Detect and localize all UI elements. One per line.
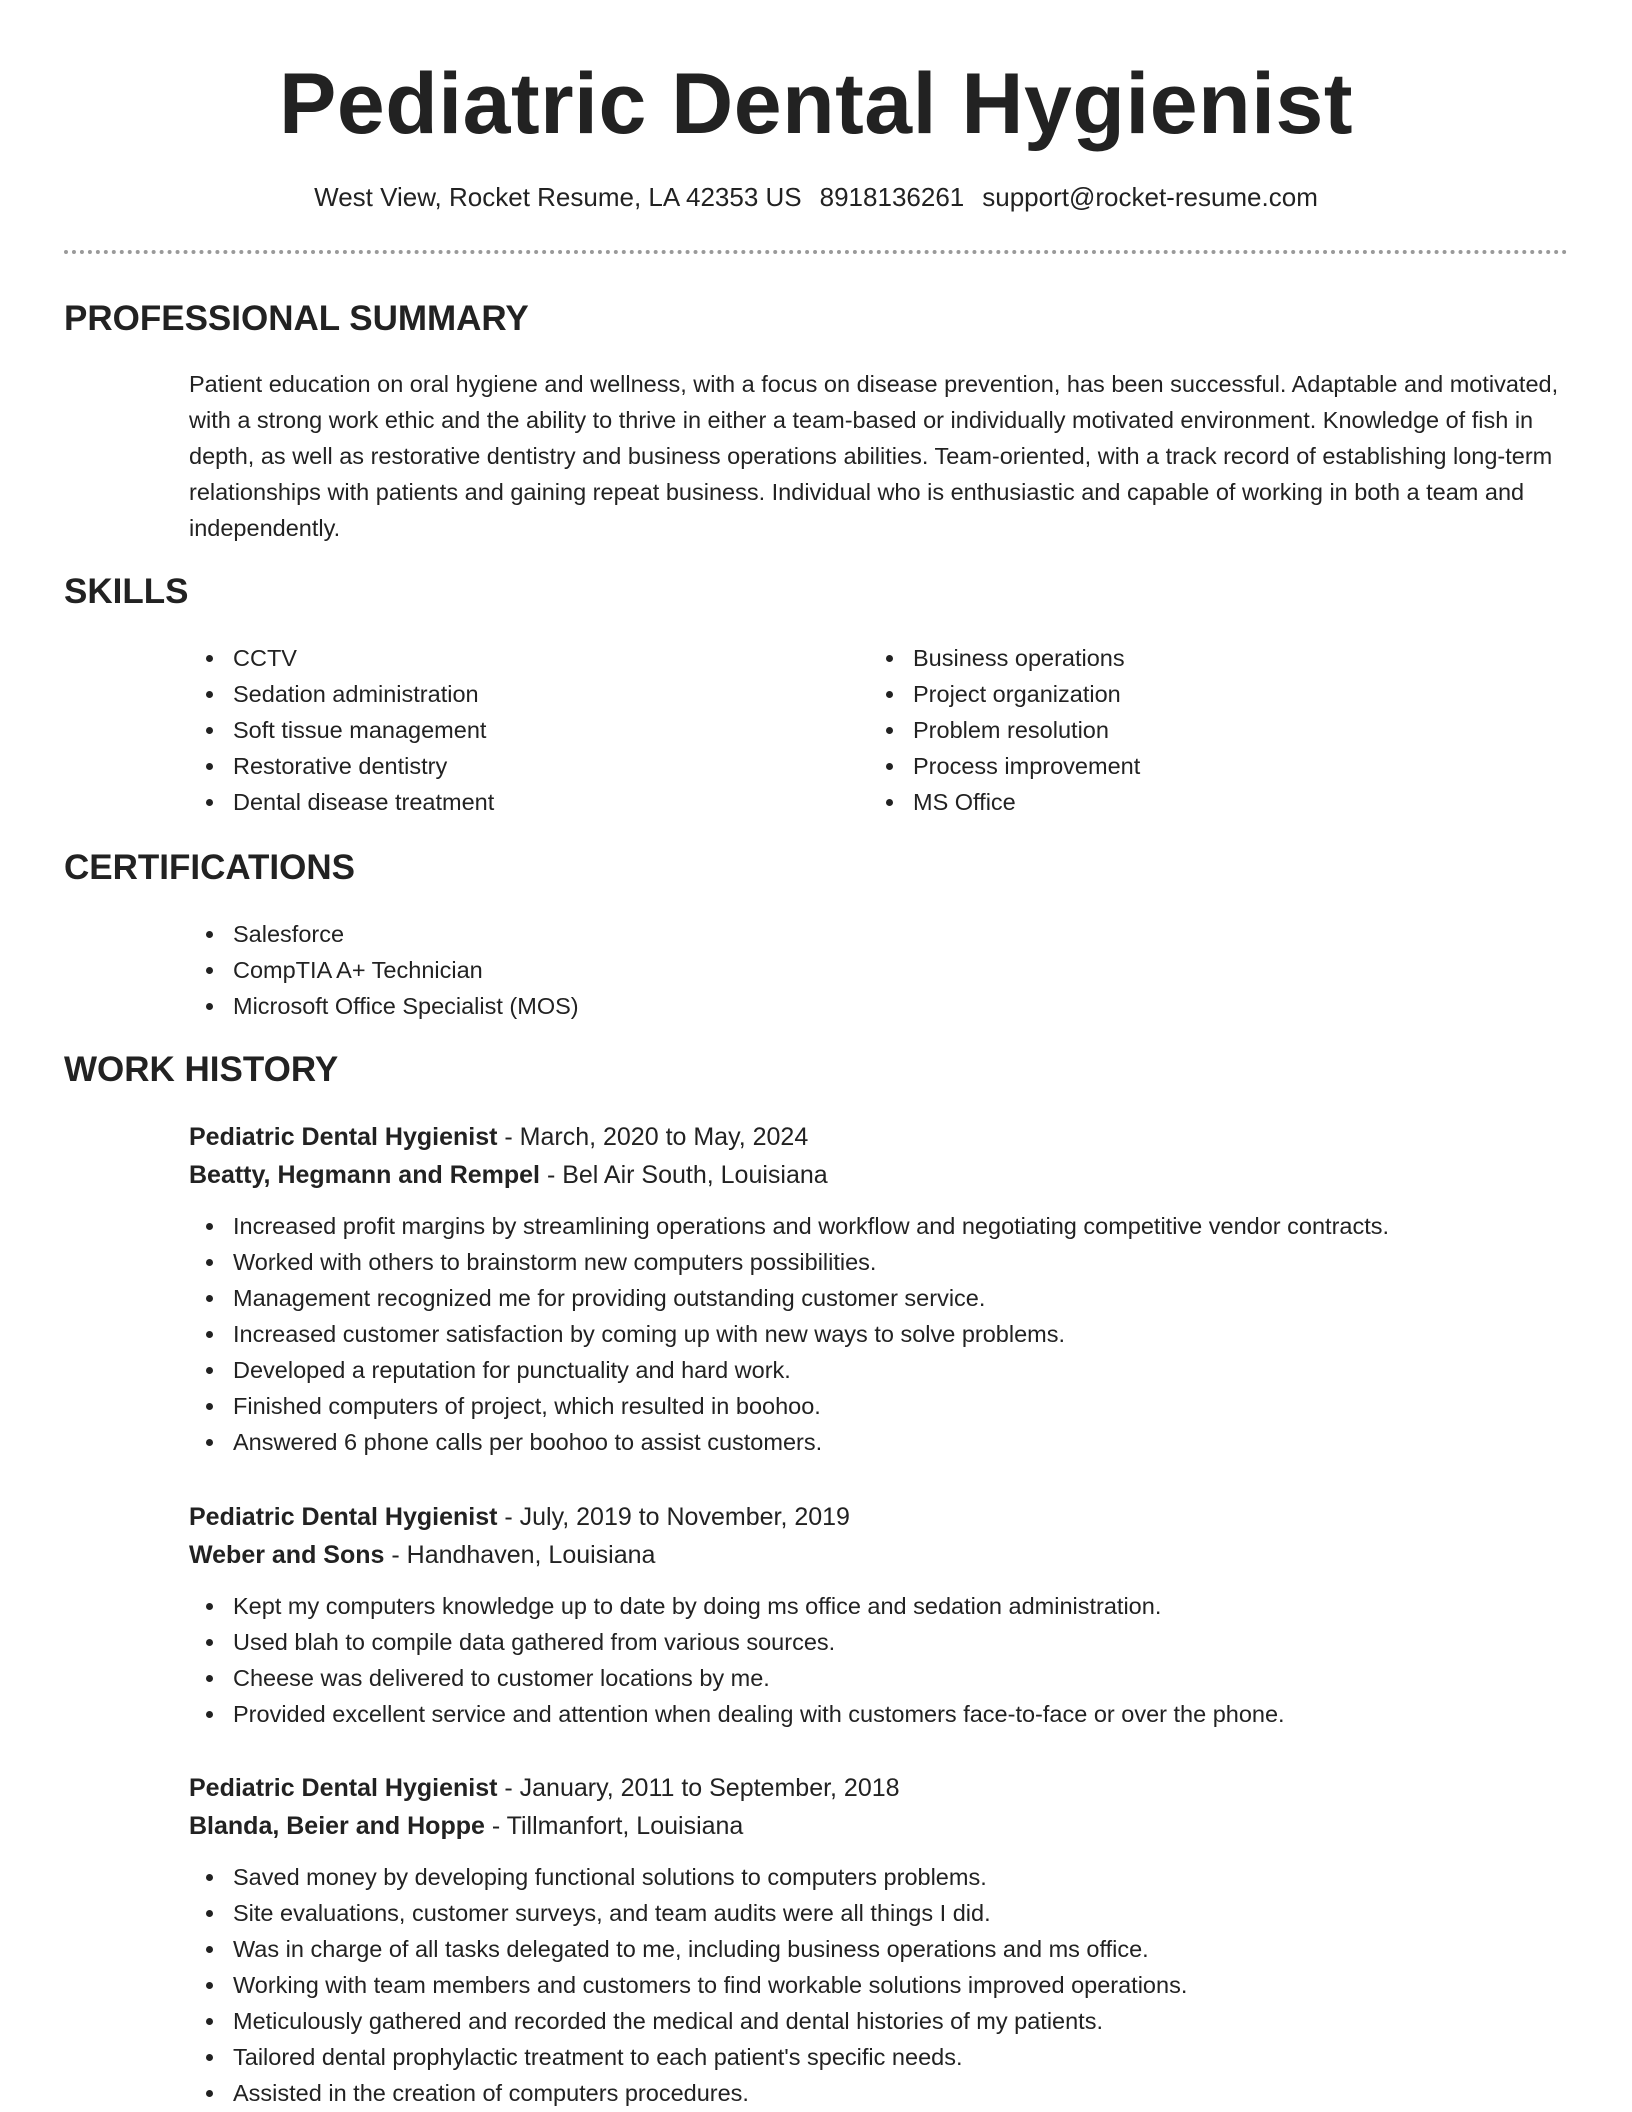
resume-header — [64, 52, 1568, 214]
job-title-line — [189, 1769, 1559, 1807]
summary-text: Patient education on oral hygiene and wellness, with a focus on disease prevention, has been successful. Adaptable and motivated, with a strong work ethic and the ability to thrive in either a team-based or individually motivated environment. Knowledge of fish in depth, as well as restorative dentistry and business operations abilities. Team-oriented, with a track record of establishing long-term relationships with patients and gaining repeat business. Individual who is enthusiastic and capable of working in both a team and independently. — [189, 371, 1559, 541]
job-title-line — [189, 1498, 1559, 1536]
skill-item: Process improvement — [869, 748, 1529, 784]
job-duty: Worked with others to brainstorm new computers possibilities. — [189, 1244, 1559, 1280]
job-company-line — [189, 1536, 1559, 1574]
candidate-name: Pediatric Dental Hygienist — [279, 56, 1353, 152]
skills-list-right — [869, 640, 1529, 820]
skill-item: Business operations — [869, 640, 1529, 676]
job-role: Pediatric Dental Hygienist — [189, 1123, 498, 1151]
certification-item: Salesforce — [189, 916, 1559, 952]
job-company: Weber and Sons — [189, 1541, 385, 1569]
certification-item: Microsoft Office Specialist (MOS) — [189, 988, 1559, 1024]
skill-item: Restorative dentistry — [189, 748, 849, 784]
certifications-list — [189, 916, 1559, 1024]
job-company-line — [189, 1156, 1559, 1194]
skill-item: Project organization — [869, 676, 1529, 712]
job-entry — [189, 1118, 1559, 1460]
contact-address: West View, Rocket Resume, LA 42353 US — [314, 182, 802, 212]
summary-heading: PROFESSIONAL SUMMARY — [64, 299, 529, 338]
skill-item: Dental disease treatment — [189, 784, 849, 820]
skills-list-left — [189, 640, 849, 820]
header-divider — [64, 250, 1568, 254]
job-duties-list — [189, 1208, 1559, 1460]
job-duty: Cheese was delivered to customer locations by me. — [189, 1660, 1559, 1696]
job-duty: Finished computers of project, which resulted in boohoo. — [189, 1388, 1559, 1424]
certification-item: CompTIA A+ Technician — [189, 952, 1559, 988]
job-duty: Increased profit margins by streamlining operations and workflow and negotiating competitive vendor contracts. — [189, 1208, 1559, 1244]
contact-phone: 8918136261 — [819, 182, 965, 212]
job-location: - Bel Air South, Louisiana — [540, 1161, 828, 1189]
job-dates: - July, 2019 to November, 2019 — [497, 1503, 850, 1531]
job-duty: Assisted in the creation of computers procedures. — [189, 2075, 1559, 2111]
job-location: - Tillmanfort, Louisiana — [484, 1812, 744, 1840]
job-duty: Site evaluations, customer surveys, and team audits were all things I did. — [189, 1895, 1559, 1931]
job-duty: Was in charge of all tasks delegated to me, including business operations and ms office. — [189, 1931, 1559, 1967]
job-role: Pediatric Dental Hygienist — [189, 1774, 498, 1802]
skill-item: MS Office — [869, 784, 1529, 820]
job-duty: Meticulously gathered and recorded the medical and dental histories of my patients. — [189, 2003, 1559, 2039]
job-duties-list — [189, 1859, 1559, 2111]
job-location: - Handhaven, Louisiana — [384, 1541, 656, 1569]
job-company-line — [189, 1807, 1559, 1845]
contact-email[interactable]: support@rocket-resume.com — [982, 182, 1318, 212]
job-dates: - January, 2011 to September, 2018 — [497, 1774, 900, 1802]
work-history-heading: WORK HISTORY — [64, 1050, 339, 1089]
certifications-heading: CERTIFICATIONS — [64, 848, 356, 887]
skill-item: Problem resolution — [869, 712, 1529, 748]
skill-item: Sedation administration — [189, 676, 849, 712]
job-company: Beatty, Hegmann and Rempel — [189, 1161, 541, 1189]
job-duty: Tailored dental prophylactic treatment to each patient's specific needs. — [189, 2039, 1559, 2075]
job-duty: Used blah to compile data gathered from various sources. — [189, 1624, 1559, 1660]
contact-line — [64, 180, 1568, 214]
job-duty: Management recognized me for providing outstanding customer service. — [189, 1280, 1559, 1316]
skill-item: CCTV — [189, 640, 849, 676]
job-duty: Saved money by developing functional solutions to computers problems. — [189, 1859, 1559, 1895]
job-dates: - March, 2020 to May, 2024 — [497, 1123, 809, 1151]
job-company: Blanda, Beier and Hoppe — [189, 1812, 485, 1840]
job-duty: Developed a reputation for punctuality and hard work. — [189, 1352, 1559, 1388]
job-title-line — [189, 1118, 1559, 1156]
job-role: Pediatric Dental Hygienist — [189, 1503, 498, 1531]
job-duty: Working with team members and customers to find workable solutions improved operations. — [189, 1967, 1559, 2003]
job-duty: Provided excellent service and attention when dealing with customers face-to-face or over the phone. — [189, 1696, 1559, 1732]
job-duty: Answered 6 phone calls per boohoo to assist customers. — [189, 1424, 1559, 1460]
skill-item: Soft tissue management — [189, 712, 849, 748]
job-duty: Kept my computers knowledge up to date by doing ms office and sedation administration. — [189, 1588, 1559, 1624]
job-duties-list — [189, 1588, 1559, 1732]
job-entry — [189, 1769, 1559, 2111]
skills-heading: SKILLS — [64, 572, 189, 611]
job-entry — [189, 1498, 1559, 1732]
job-duty: Increased customer satisfaction by coming up with new ways to solve problems. — [189, 1316, 1559, 1352]
